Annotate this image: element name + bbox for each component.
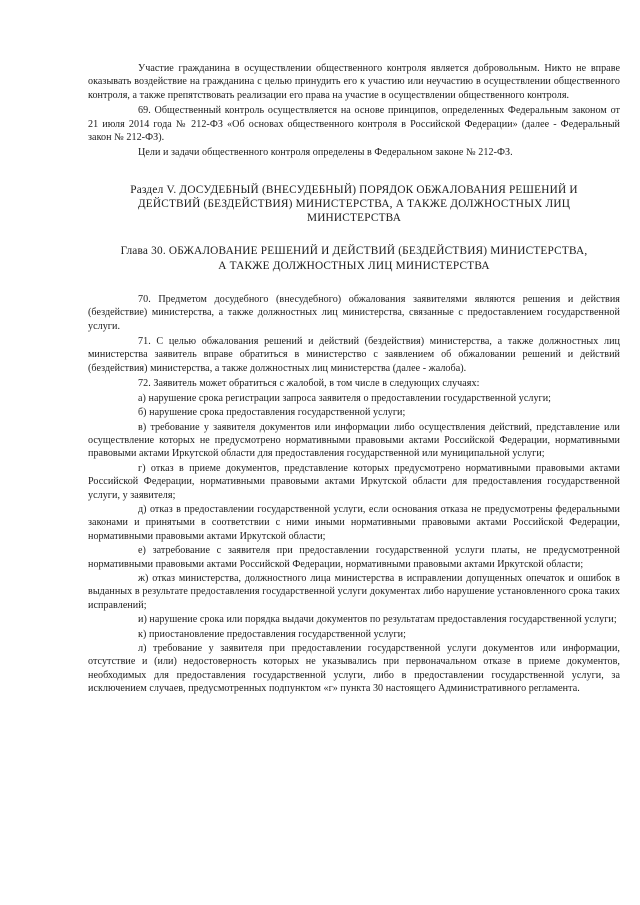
complaint-cases-list: [88, 392, 620, 696]
list-item: л) требование у заявителя при предоставлении государственной услуги документов или информации, отсутствие и (или) недостоверность которых не указывались при первоначальном отказе в приеме документов, необходимых для предоставления государственной услуги, либо в предоставлении государственной услуги, за исключением случаев, предусмотренных подпунктом «г» пункта 30 настоящего Административного регламента.: [88, 643, 620, 695]
list-item: д) отказ в предоставлении государственной услуги, если основания отказа не предусмотрены федеральными законами и принятыми в соответствии с ними иными нормативными правовыми актами Российской Федерации, нормативными правовыми актами Иркутской области;: [88, 503, 620, 542]
chapter-heading: Глава 30. ОБЖАЛОВАНИЕ РЕШЕНИЙ И ДЕЙСТВИЙ (БЕЗДЕЙСТВИЯ) МИНИСТЕРСТВА, А ТАКЖЕ ДОЛЖНОСТНЫХ ЛИЦ МИНИСТЕРСТВА: [120, 245, 588, 272]
list-item: г) отказ в приеме документов, представление которых предусмотрено нормативными правовыми актами Российской Федерации, нормативными правовыми актами Иркутской области для предоставления государственной услуги, у заявителя;: [88, 462, 620, 501]
list-item: в) требование у заявителя документов или информации либо осуществления действий, представление или осуществление которых не предусмотрено нормативными правовыми актами Российской Федерации, нормативными правовыми актами Иркутской области для предоставления государственной или муниципальной услуги;: [88, 421, 620, 460]
list-item: к) приостановление предоставления государственной услуги;: [138, 628, 406, 640]
paragraph-69: 69. Общественный контроль осуществляется на основе принципов, определенных Федеральным законом от 21 июля 2014 года № 212-ФЗ «Об основах общественного контроля в Российской Федерации» (далее - Федеральный закон № 212-ФЗ).: [88, 105, 620, 144]
intro-block: [88, 62, 620, 160]
main-block: [88, 293, 620, 391]
paragraph-72: 72. Заявитель может обратиться с жалобой, в том числе в следующих случаях:: [138, 378, 480, 390]
list-item: б) нарушение срока предоставления государственной услуги;: [138, 407, 406, 419]
list-item: а) нарушение срока регистрации запроса заявителя о предоставлении государственной услуги;: [138, 392, 552, 404]
paragraph-public-control-voluntary: Участие гражданина в осуществлении общественного контроля является добровольным. Никто не вправе оказывать воздействие на гражданина с целью принудить его к участию или неучастию в осуществлении общественного контроля, а также препятствовать реализации его права на участие в осуществлении общественного контроля.: [88, 63, 620, 101]
list-item: е) затребование с заявителя при предоставлении государственной услуги платы, не предусмотренной нормативными правовыми актами Российской Федерации, нормативными правовыми актами Иркутской области;: [88, 545, 620, 570]
paragraph-70: 70. Предметом досудебного (внесудебного) обжалования заявителями являются решения и действия (бездействие) министерства, а также должностных лиц министерства, связанные с предоставлением государственной услуги.: [88, 293, 620, 332]
section-heading: Раздел V. ДОСУДЕБНЫЙ (ВНЕСУДЕБНЫЙ) ПОРЯДОК ОБЖАЛОВАНИЯ РЕШЕНИЙ И ДЕЙСТВИЙ (БЕЗДЕЙСТВИЯ) МИНИСТЕРСТВА, А ТАКЖЕ ДОЛЖНОСТНЫХ ЛИЦ МИНИСТЕРСТВА: [130, 183, 578, 225]
paragraph-goals: Цели и задачи общественного контроля определены в Федеральном законе № 212-ФЗ.: [138, 147, 513, 159]
list-item: ж) отказ министерства, должностного лица министерства в исправлении допущенных опечаток и ошибок в выданных в результате предоставления государственной услуги документах либо нарушение установленного срока таких исправлений;: [88, 572, 620, 611]
list-item: и) нарушение срока или порядка выдачи документов по результатам предоставления государственной услуги;: [138, 614, 617, 626]
paragraph-71: 71. С целью обжалования решений и действий (бездействия) министерства, а также должностных лиц министерства заявитель вправе обратиться в министерство с заявлением об обжаловании решений и действий (бездействия) министерства, а также должностных лиц министерства (далее - жалоба).: [88, 336, 620, 374]
